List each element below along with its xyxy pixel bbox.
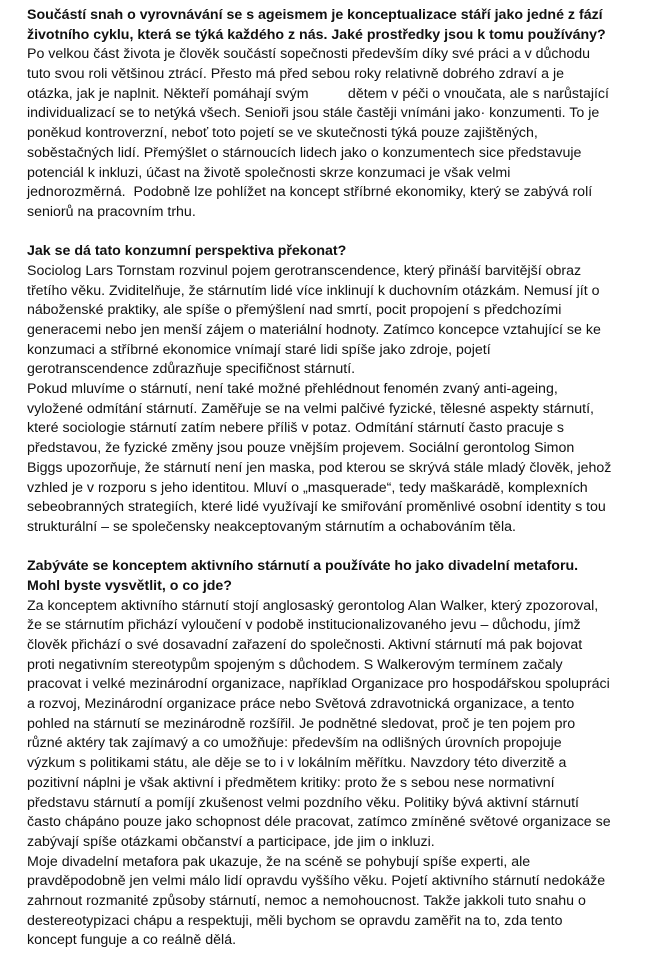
question-line: Jak se dá tato konzumní perspektiva překonat? [27,243,347,260]
answer-line: sebeobranných strategiích, které lidé využívají ke smiřování proměnlivé osobní identity s tou [27,499,606,516]
answer-line: pracovat i velké mezinárodní organizace, například Organizace pro hospodářskou spolupráci [27,676,610,693]
answer-line: strukturální – se společensky neakceptovaným stárnutím a ochabováním těla. [27,518,516,535]
answer-line: destereotypizaci chápu a respektuji, měli bychom se opravdu zaměřit na to, zda tento [27,912,563,929]
answer-3 [27,597,657,951]
answer-line: Pokud mluvíme o stárnutí, není také možné přehlédnout fenomén zvaný anti-ageing, [27,381,558,398]
answer-line: často chápáno pouze jako schopnost déle pracovat, zatímco zmíněné světové organizace se [27,814,611,831]
answer-line: tuto svou roli většinou ztrácí. Přesto má před sebou roky relativně dobrého zdraví a je [27,66,565,83]
answer-line: náboženské praktiky, ale spíše o přemýšlení nad smrtí, pocit propojení s předchozími [27,302,562,319]
answer-line: představou, že fyzické změny jsou pouze vnějším projevem. Sociální gerontolog Simon [27,440,575,457]
answer-line: člověk přichází o své dosavadní zařazení do společnosti. Aktivní stárnutí má pak bojovat [27,637,583,653]
answer-line: vzhled je v rozporu s jeho identitou. Mluví o „masquerade“, tedy maškarádě, komplexních [27,479,588,496]
question-2 [27,242,657,262]
answer-line: zabývají spíše otázkami občanství a participace, jde jim o inkluzi. [27,833,435,850]
answer-line: Sociolog Lars Tornstam rozvinul pojem gerotranscendence, který přináší barvitější obraz [27,262,582,279]
question-line: Součástí snah o vyrovnávání se s ageismem je konceptualizace stáří jako jedné z fází [27,7,603,23]
answer-line: gerotranscendence zdůrazňuje specifičnost stárnutí. [27,361,356,378]
paragraph-gap [27,223,657,243]
question-3 [27,557,657,596]
answer-line: poněkud kontroverzní, neboť toto pojetí se ve skutečnosti týká pouze zajištěných, [27,125,538,142]
paragraph-gap [27,538,657,558]
answer-line: pravděpodobně jen velmi málo lidí opravdu vyššího věku. Pojetí aktivního stárnutí nedokáže [27,873,606,890]
question-line: Mohl byste vysvětlit, o co jde? [27,577,232,594]
answer-1 [27,45,657,222]
answer-line: generacemi nebo jen menší zájem o materiální hodnoty. Zatímco koncepce vztahující se ke [27,322,601,338]
answer-line: zahrnout rozmanité způsoby stárnutí, nemoc a nemohoucnost. Takže jakkoli tuto snahu o [27,892,586,909]
answer-line: vyložené odmítání stárnutí. Zaměřuje se na velmi palčivé fyzické, tělesné aspekty stárnutí, [27,400,594,417]
answer-line: výzkum s politikami státu, ale děje se to i v lokálním měřítku. Navzdory této diverzitě a [27,755,567,772]
answer-line: různé aktéry tak zajímavý a co umožňuje: především na odlišných úrovních propojuje [27,735,562,752]
interview-document [27,6,657,951]
answer-line: pozitivní náplni je však aktivní i předmětem kritiky: proto že s sebou nese normativní [27,774,555,791]
answer-line: proti negativním stereotypům spojeným s důchodem. S Walkerovým termínem začaly [27,656,563,673]
answer-line: že se stárnutím přichází vyloučení v podobě institucionalizovaného jevu – důchodu, jímž [27,617,581,634]
answer-line: jednorozměrná. Podobně lze pohlížet na koncept stříbrné ekonomiky, který se zabývá rolí [27,184,593,201]
question-1 [27,6,657,45]
answer-line: konzumaci a stříbrné ekonomice vnímají staré lidi spíše jako zdroje, pojetí [27,341,491,358]
answer-line: Biggs upozorňuje, že stárnutí není jen maska, pod kterou se skrývá stále mladý člověk, jehož [27,459,612,476]
answer-line: Moje divadelní metafora pak ukazuje, že na scéně se pohybují spíše experti, ale [27,853,531,870]
answer-line: Za konceptem aktivního stárnutí stojí anglosaský gerontolog Alan Walker, který zpozoroval, [27,597,599,614]
answer-2 [27,262,657,538]
answer-line: představu stárnutí a pomíjí zkušenost velmi pozdního věku. Politiky bývá aktivní stárnutí [27,794,580,811]
answer-line: Po velkou část života je člověk součástí sopečnosti především díky své práci a v důchodu [27,46,591,63]
answer-line: které sociologie stárnutí zatím nebere příliš v potaz. Odmítání stárnutí často pracuje s [27,420,565,437]
answer-line: a rozvoj, Mezinárodní organizace práce nebo Světová zdravotnická organizace, a tento [27,696,575,713]
answer-line: seniorů na pracovním trhu. [27,203,196,220]
answer-line: potenciál k inkluzi, účast na životě společnosti skrze konzumaci je však velmi [27,164,511,181]
answer-line: individualizací se to netýká všech. Senioři jsou stále častěji vnímáni jako· konzumenti. To je [27,105,600,122]
question-line: Zabýváte se konceptem aktivního stárnutí a používáte ho jako divadelní metaforu. [27,558,579,575]
answer-line: koncept funguje a co reálně dělá. [27,932,237,949]
answer-line: soběstačných lidí. Přemýšlet o stárnoucích lidech jako o konzumentech sice představuje [27,144,582,161]
question-line: životního cyklu, která se týká každého z nás. Jaké prostředky jsou k tomu používány? [27,26,606,43]
answer-line: pohled na stárnutí se mezinárodně rozšířil. Je podnětné sledovat, proč je ten pojem pro [27,715,576,732]
answer-line: třetího věku. Zviditelňuje, že stárnutím lidé více inklinují k duchovním otázkám. Nemusí jít o [27,282,600,299]
answer-line: otázka, jak je naplnit. Někteří pomáhají svým dětem v péči o vnoučata, ale s narůstající [27,85,609,102]
